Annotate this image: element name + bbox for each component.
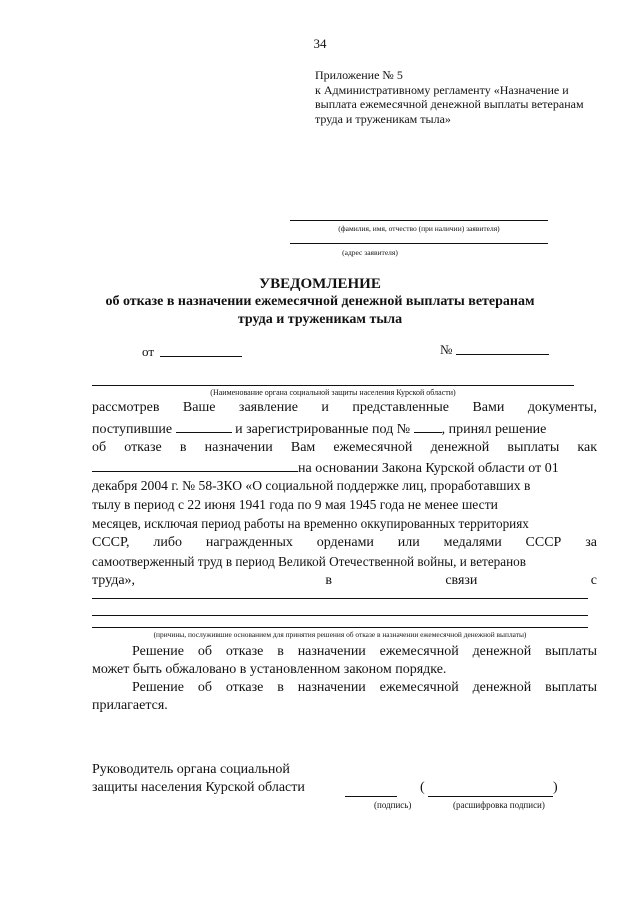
- word: ежемесячной: [333, 440, 413, 455]
- attached-line-2: прилагается.: [92, 698, 168, 713]
- date-label: от: [142, 344, 155, 359]
- word: отказе: [225, 644, 264, 659]
- word: ежемесячной: [379, 644, 459, 659]
- body-text: на основании Закона Курской области от 01: [298, 461, 559, 476]
- reason-line[interactable]: [92, 627, 588, 628]
- attached-line-1: [132, 680, 597, 696]
- reasons-caption: (причины, послужившие основанием для принятия решения об отказе в назначении ежемесячной денежной выплаты): [153, 630, 527, 639]
- word: денежной: [472, 644, 532, 659]
- word: об: [197, 644, 212, 659]
- word: назначении: [297, 680, 366, 695]
- organization-line[interactable]: [92, 385, 574, 386]
- body-line-5: декабря 2004 г. № 58-ЗКО «О социальной поддержке лиц, проработавших в: [92, 478, 531, 493]
- reason-line[interactable]: [92, 615, 588, 616]
- page-number: 34: [313, 36, 327, 51]
- word: Решение: [132, 644, 185, 659]
- word: об: [197, 680, 212, 695]
- organization-caption: (Наименование органа социальной защиты населения Курской области): [210, 388, 456, 397]
- word: назначении: [204, 440, 273, 455]
- appendix-reference: [315, 68, 615, 126]
- word: Решение: [132, 680, 185, 695]
- body-line-10: [92, 573, 597, 589]
- word: выплаты: [507, 440, 560, 455]
- word: орденами: [316, 535, 374, 550]
- word: либо: [153, 535, 182, 550]
- signatory-role-line2: защиты населения Курской области: [92, 780, 305, 795]
- registration-number-field[interactable]: [414, 420, 442, 433]
- body-line-8: [92, 535, 597, 551]
- word: отказе: [225, 680, 264, 695]
- word: Вами: [472, 400, 505, 415]
- word: об: [92, 440, 107, 455]
- word: награжденных: [205, 535, 293, 550]
- number-field[interactable]: [456, 354, 549, 355]
- word: или: [397, 535, 420, 550]
- applicant-address-line[interactable]: [290, 243, 548, 244]
- word: денежной: [430, 440, 490, 455]
- document-title: УВЕДОМЛЕНИЕ: [259, 276, 381, 292]
- close-paren: ): [553, 780, 558, 795]
- appendix-line: труда и труженикам тыла»: [315, 111, 451, 126]
- body-line-6: тылу в период с 22 июня 1941 года по 9 мая 1945 года не менее шести: [92, 497, 498, 512]
- applicant-name-caption: (фамилия, имя, отчество (при наличии) заявителя): [338, 224, 500, 233]
- appendix-line: к Административному регламенту «Назначение и: [315, 82, 569, 97]
- word: назначении: [297, 644, 366, 659]
- word: за: [585, 535, 597, 550]
- appeal-line-2: может быть обжаловано в установленном законом порядке.: [92, 662, 447, 677]
- word: как: [577, 440, 597, 455]
- document-subtitle-line1: об отказе в назначении ежемесячной денежной выплаты ветеранам: [105, 294, 535, 309]
- word: отказе: [124, 440, 162, 455]
- applicant-address-caption: (адрес заявителя): [342, 248, 398, 257]
- word: выплаты: [545, 680, 597, 695]
- body-line-9: самоотверженный труд в период Великой Отечественной войны, и ветеранов: [92, 554, 527, 569]
- reason-line[interactable]: [92, 598, 588, 599]
- word: Вам: [290, 440, 316, 455]
- signatory-role-line1: Руководитель органа социальной: [92, 762, 290, 777]
- signature-decode-caption: (расшифровка подписи): [453, 800, 545, 810]
- body-text: , принял решение: [441, 422, 547, 437]
- word: в: [277, 680, 284, 695]
- word: и: [321, 400, 329, 415]
- body-line-3: [92, 440, 597, 456]
- word: рассмотрев: [92, 400, 160, 415]
- appeal-line-1: [132, 644, 597, 660]
- word: медалями: [443, 535, 502, 550]
- word: в: [277, 644, 284, 659]
- body-text: и зарегистрированные под №: [235, 422, 411, 437]
- word: СССР: [525, 535, 562, 550]
- body-text: поступившие: [92, 422, 173, 437]
- body-line-7: месяцев, исключая период работы на временно оккупированных территориях: [92, 516, 529, 531]
- category-field[interactable]: [92, 459, 298, 472]
- word: ежемесячной: [379, 680, 459, 695]
- word: денежной: [472, 680, 532, 695]
- word: связи: [445, 573, 478, 588]
- body-line-2: [92, 420, 597, 438]
- word: труда»,: [92, 573, 136, 588]
- body-line-1: [92, 400, 597, 416]
- signature-field[interactable]: [345, 796, 397, 797]
- word: представленные: [352, 400, 449, 415]
- document-subtitle-line2: труда и труженикам тыла: [237, 312, 403, 327]
- signature-caption: (подпись): [374, 800, 412, 810]
- receipt-date-field[interactable]: [176, 420, 232, 433]
- appendix-line: Приложение № 5: [315, 68, 403, 82]
- appendix-line: выплата ежемесячной денежной выплаты ветеранам: [315, 97, 584, 111]
- word: выплаты: [545, 644, 597, 659]
- number-label: №: [440, 342, 453, 357]
- word: Ваше: [182, 400, 216, 415]
- open-paren: (: [420, 780, 425, 795]
- word: с: [590, 573, 597, 588]
- word: в: [179, 440, 187, 455]
- word: заявление: [238, 400, 298, 415]
- date-field[interactable]: [160, 356, 242, 357]
- word: документы,: [527, 400, 597, 415]
- word: СССР,: [92, 535, 130, 550]
- body-line-4: [92, 459, 597, 477]
- signature-decode-field[interactable]: [428, 796, 553, 797]
- word: в: [325, 573, 332, 588]
- applicant-name-line[interactable]: [290, 220, 548, 221]
